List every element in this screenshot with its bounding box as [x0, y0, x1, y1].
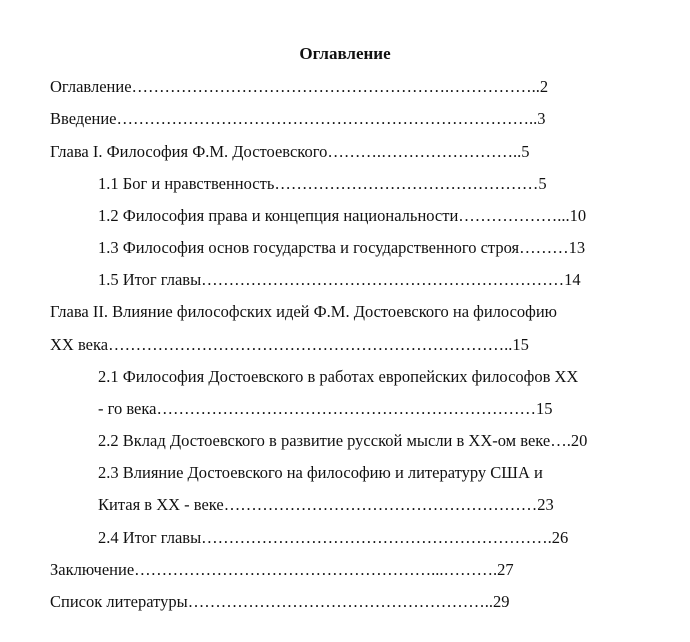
toc-entry: Заключение………………………………………………...……….27 [50, 560, 514, 579]
toc-entry: Китая в XX - веке…………………………………………………23 [98, 495, 554, 514]
toc-entry: Введение…………………………………………………………………..3 [50, 109, 546, 128]
toc-entry: 2.1 Философия Достоевского в работах европейских философов XX [98, 367, 579, 386]
toc-entry: 1.2 Философия права и концепция национальности………………...10 [98, 206, 587, 225]
toc-entry: Список литературы………………………………………………..29 [50, 592, 510, 611]
toc-entry: 1.5 Итог главы…………………………………………………………14 [98, 270, 581, 289]
toc-entry: 2.2 Вклад Достоевского в развитие русской мысли в XX-ом веке….20 [98, 431, 588, 450]
toc-entry: 2.4 Итог главы……………………………………………………….26 [98, 528, 569, 547]
toc-entry: 1.3 Философия основ государства и государственного строя………13 [98, 238, 586, 257]
toc-entry: 2.3 Влияние Достоевского на философию и литературу США и [98, 463, 543, 482]
toc-entry: - го века……………………………………………………………15 [98, 399, 553, 418]
toc-entry: 1.1 Бог и нравственность…………………………………………5 [98, 174, 547, 193]
toc-entry: Оглавление………………………………………………….……………..2 [50, 77, 549, 96]
toc-entry: Глава II. Влияние философских идей Ф.М. Достоевского на философию [50, 302, 557, 321]
toc-entry: XX века………………………………………………………………..15 [50, 335, 529, 354]
toc-title: Оглавление [299, 44, 391, 63]
toc-entry: Глава I. Философия Ф.М. Достоевского……….……………………..5 [50, 142, 530, 161]
